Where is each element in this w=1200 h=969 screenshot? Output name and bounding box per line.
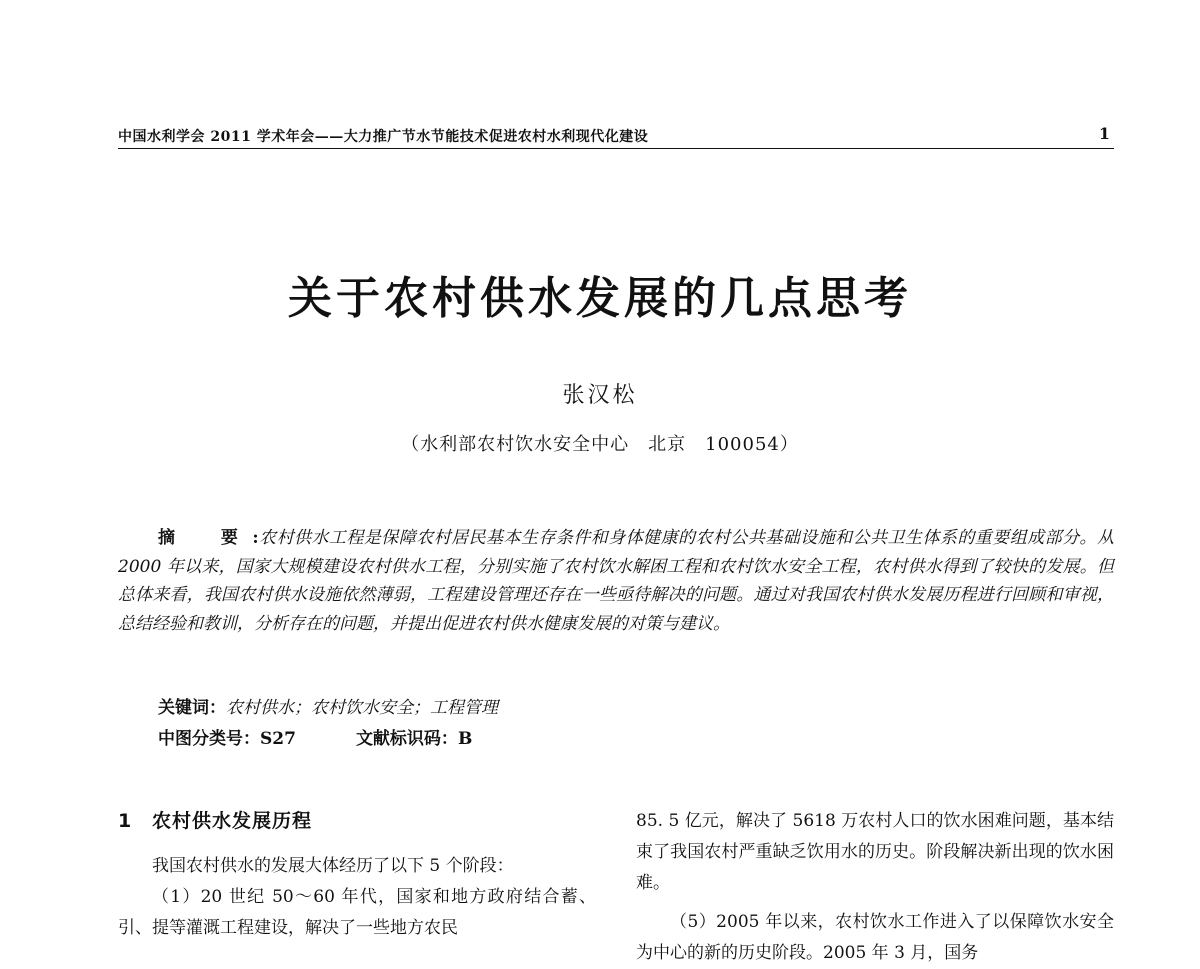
page-number: 1: [1098, 124, 1110, 143]
keywords-text: 农村供水；农村饮水安全；工程管理: [226, 698, 498, 718]
abstract-colon: :: [252, 528, 259, 548]
body-paragraph: （1）20 世纪 50～60 年代，国家和地方政府结合蓄、引、提等灌溉工程建设，解决了一些地方农民: [118, 887, 596, 938]
keywords-label: 关键词：: [158, 698, 226, 718]
body-paragraph: 我国农村供水的发展大体经历了以下 5 个阶段：: [152, 856, 514, 876]
clc-value: S27: [260, 729, 296, 749]
clc-label: 中图分类号：: [158, 729, 260, 749]
body-paragraph: 85. 5 亿元，解决了 5618 万农村人口的饮水困难问题，基本结束了我国农村严重缺乏饮用水的历史。阶段解决新出现的饮水困难。: [636, 811, 1114, 893]
author-affiliation: （水利部农村饮水安全中心 北京 100054）: [401, 434, 799, 455]
doc-code-value: B: [457, 729, 473, 749]
abstract: [118, 524, 1114, 638]
section-number: 1: [118, 810, 133, 832]
keywords: [158, 693, 498, 718]
section-heading: [118, 806, 596, 837]
running-title: 中国水利学会 2011 学术年会——大力推广节水节能技术促进农村水利现代化建设: [118, 129, 649, 145]
body-paragraph: （5）2005 年以来，农村饮水工作进入了以保障饮水安全为中心的新的历史阶段。2005 年 3 月，国务: [636, 912, 1114, 963]
classification-line: [158, 724, 472, 749]
right-column: [636, 806, 1114, 969]
author-name: 张汉松: [562, 383, 638, 408]
left-column: [118, 806, 596, 944]
running-header: [118, 124, 1114, 149]
paper-title: 关于农村供水发展的几点思考: [288, 273, 912, 324]
doc-code-label: 文献标识码：: [355, 729, 458, 749]
abstract-text: 农村供水工程是保障农村居民基本生存条件和身体健康的农村公共基础设施和公共卫生体系的重要组成部分。从 2000 年以来，国家大规模建设农村供水工程，分别实施了农村饮水解困工程和农村饮水安全工程，农村供水得到了较快的发展。但总体来看，我国农村供水设施依然薄弱，工程建设管理还存在一些亟待解决的问题。通过对我国农村供水发展历程进行回顾和审视，总结经验和教训，分析存在的问题，并提出促进农村供水健康发展的对策与建议。: [118, 528, 1115, 634]
abstract-label: 摘 要: [158, 528, 253, 548]
section-title: 农村供水发展历程: [152, 810, 313, 832]
